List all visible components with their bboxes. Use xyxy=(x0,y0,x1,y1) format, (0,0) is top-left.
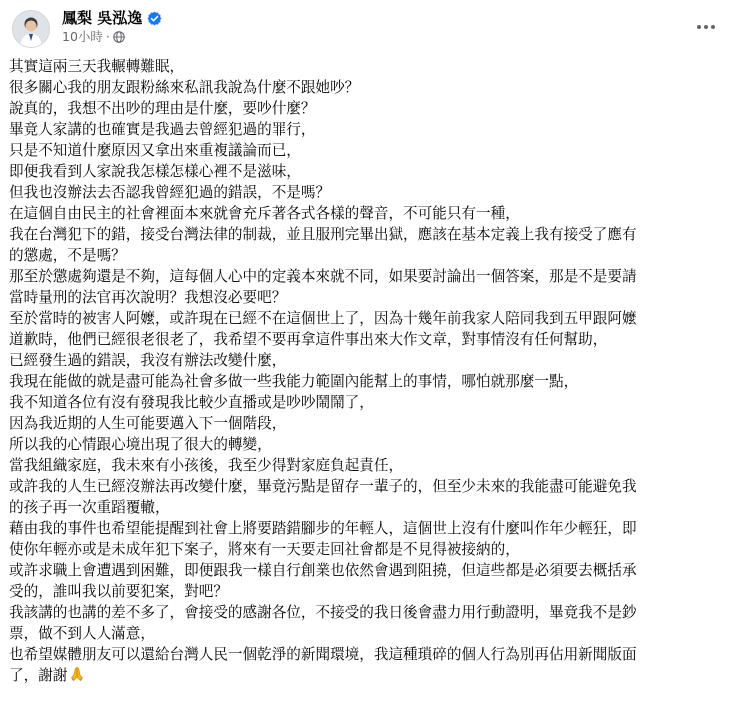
post-line: 所以我的心情跟心境出現了很大的轉變， xyxy=(9,436,272,453)
post-line: 在這個自由民主的社會裡面本來就會充斥著各式各樣的聲音，不可能只有一種， xyxy=(9,205,520,222)
post-line: 說真的，我想不出吵的理由是什麼，要吵什麼？ xyxy=(9,100,316,117)
post-line: 已經發生過的錯誤，我沒有辦法改變什麼， xyxy=(9,352,287,369)
post-line-last xyxy=(9,665,725,686)
post-line: 或許我的人生已經沒辦法再改變什麼，畢竟污點是留存一輩子的，但至少未來的我能盡可能避免我 xyxy=(9,478,637,495)
post-line: 使你年輕亦或是未成年犯下案子，將來有一天要走回社會都是不見得被接納的， xyxy=(9,541,520,558)
more-options-icon xyxy=(696,15,716,34)
post-meta xyxy=(62,29,125,45)
meta-separator: · xyxy=(105,29,110,44)
post-line: 也希望媒體朋友可以還給台灣人民一個乾淨的新聞環境，我這種瑣碎的個人行為別再佔用新聞版面 xyxy=(9,646,637,663)
post-line: 受的，誰叫我以前要犯案，對吧？ xyxy=(9,583,228,600)
post-line: 至於當時的被害人阿嬤，或許現在已經不在這個世上了，因為十幾年前我家人陪同我到五甲跟阿嬤 xyxy=(9,310,637,327)
post-line: 道歉時，他們已經很老很老了，我希望不要再拿這件事出來大作文章，對事情沒有任何幫助， xyxy=(9,331,608,348)
post-line: 的懲處，不是嗎？ xyxy=(9,247,126,264)
globe-icon xyxy=(113,31,125,43)
folded-hands-emoji-icon xyxy=(69,666,85,682)
post-timestamp[interactable]: 10小時 xyxy=(62,29,103,44)
post-line: 但我也沒辦法去否認我曾經犯過的錯誤，不是嗎？ xyxy=(9,184,331,201)
post-line: 因為我近期的人生可能要邁入下一個階段， xyxy=(9,415,287,432)
post-line: 票，做不到人人滿意， xyxy=(9,625,155,642)
post-line: 或許求職上會遭遇到困難，即便跟我一樣自行創業也依然會遇到阻撓，但這些都是必須要去概括承 xyxy=(9,562,637,579)
post-line: 我現在能做的就是盡可能為社會多做一些我能力範圍內能幫上的事情，哪怕就那麼一點， xyxy=(9,373,579,390)
post-line: 那至於懲處夠還是不夠，這每個人心中的定義本來就不同，如果要討論出一個答案，那是不是要請 xyxy=(9,268,637,285)
verified-badge-icon xyxy=(147,11,162,26)
post-line-text: 了，謝謝 xyxy=(9,667,68,684)
post-line: 我在台灣犯下的錯，接受台灣法律的制裁，並且服刑完畢出獄，應該在基本定義上我有接受了應有 xyxy=(9,226,637,243)
post-line: 只是不知道什麼原因又拿出來重複議論而已， xyxy=(9,142,301,159)
post-line: 當時量刑的法官再次說明？我想沒必要吧？ xyxy=(9,289,287,306)
avatar[interactable] xyxy=(12,10,50,48)
post-line: 我不知道各位有沒有發現我比較少直播或是吵吵鬧鬧了， xyxy=(9,394,374,411)
author-row xyxy=(62,8,162,28)
more-options-button[interactable] xyxy=(690,8,722,40)
post-text xyxy=(9,56,725,686)
post-header xyxy=(0,0,733,56)
post-line: 我該講的也講的差不多了，會接受的感謝各位，不接受的我日後會盡力用行動證明，畢竟我不是鈔 xyxy=(9,604,637,621)
avatar-image xyxy=(13,11,49,47)
post-line: 其實這兩三天我輾轉難眠， xyxy=(9,58,185,75)
post-line: 的孩子再一次重蹈覆轍， xyxy=(9,499,170,516)
post-line: 畢竟人家講的也確實是我過去曾經犯過的罪行， xyxy=(9,121,316,138)
post-line: 很多關心我的朋友跟粉絲來私訊我說為什麼不跟她吵？ xyxy=(9,79,360,96)
post-line: 藉由我的事件也希望能提醒到社會上將要踏錯腳步的年輕人，這個世上沒有什麼叫作年少輕狂，即 xyxy=(9,520,637,537)
post-line: 即便我看到人家說我怎樣怎樣心裡不是滋味， xyxy=(9,163,301,180)
author-name[interactable]: 鳳梨 吳泓逸 xyxy=(62,9,143,27)
post-line: 當我組織家庭，我未來有小孩後，我至少得對家庭負起責任， xyxy=(9,457,404,474)
